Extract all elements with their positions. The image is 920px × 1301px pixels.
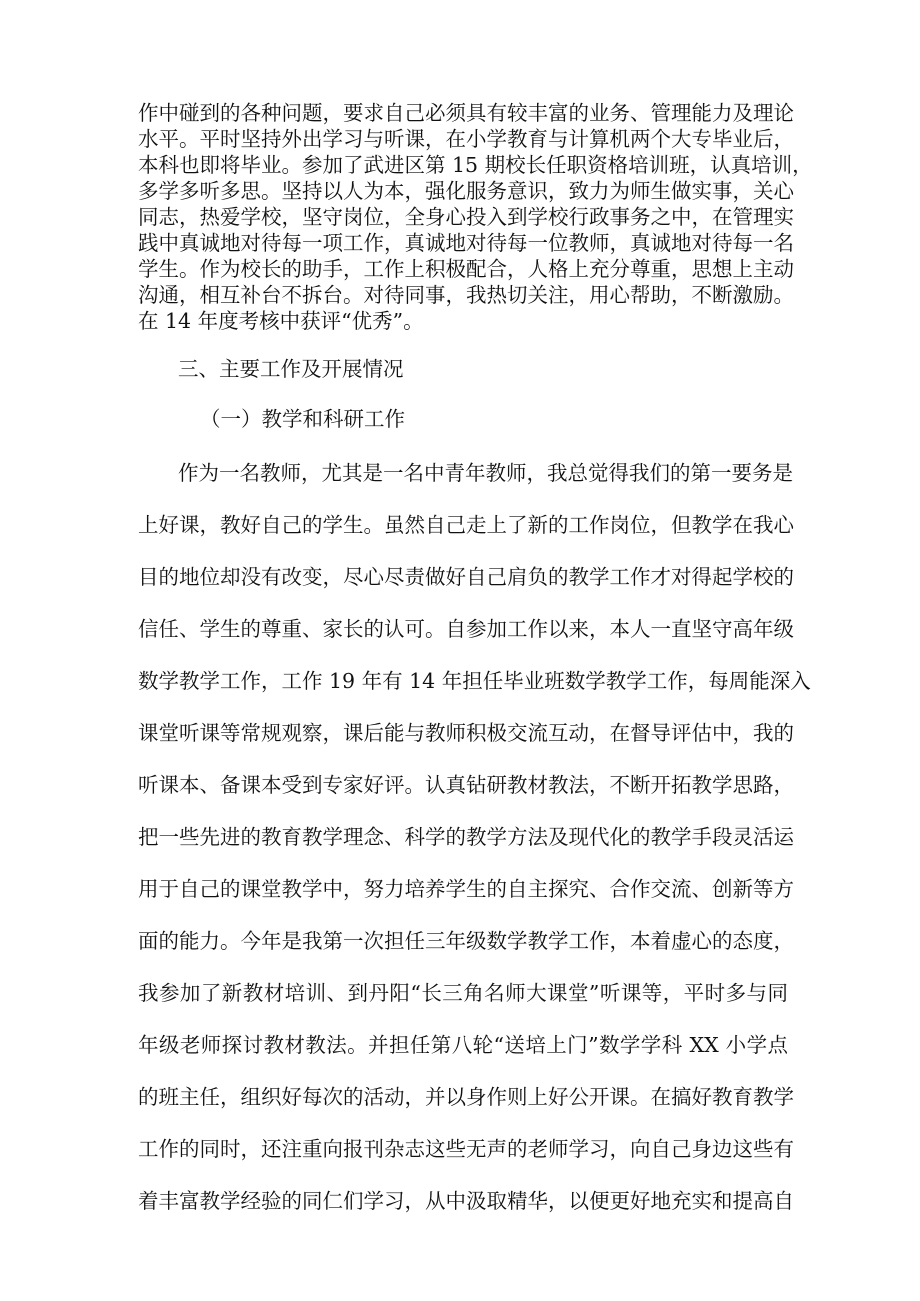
paragraph-line: 水平。平时坚持外出学习与听课，在小学教育与计算机两个大专毕业后，	[138, 127, 794, 151]
paragraph-line: 学生。作为校长的助手，工作上积极配合，人格上充分尊重，思想上主动	[138, 257, 794, 281]
paragraph-line: 目的地位却没有改变，尽心尽责做好自己肩负的教学工作才对得起学校的	[138, 565, 794, 589]
paragraph-line: 用于自己的课堂教学中，努力培养学生的自主探究、合作交流、创新等方	[138, 877, 794, 901]
paragraph-line: 在 14 年度考核中获评“优秀”。	[138, 309, 424, 333]
paragraph-line: 工作的同时，还注重向报刊杂志这些无声的老师学习，向自己身边这些有	[138, 1137, 794, 1161]
section-heading: 三、主要工作及开展情况	[178, 357, 404, 381]
paragraph-line: 作中碰到的各种问题，要求自己必须具有较丰富的业务、管理能力及理论	[138, 101, 794, 125]
paragraph-line: 着丰富教学经验的同仁们学习，从中汲取精华，以便更好地充实和提高自	[138, 1189, 794, 1213]
paragraph-line: 同志，热爱学校，坚守岗位，全身心投入到学校行政事务之中，在管理实	[138, 205, 794, 229]
paragraph-line: 作为一名教师，尤其是一名中青年教师，我总觉得我们的第一要务是	[178, 461, 793, 485]
paragraph-line: 数学教学工作，工作 19 年有 14 年担任毕业班数学教学工作，每周能深入	[138, 669, 811, 693]
paragraph-line: 本科也即将毕业。参加了武进区第 15 期校长任职资格培训班，认真培训，	[138, 153, 813, 177]
paragraph-line: 课堂听课等常规观察，课后能与教师积极交流互动，在督导评估中，我的	[138, 721, 794, 745]
paragraph-line: 多学多听多思。坚持以人为本，强化服务意识，致力为师生做实事，关心	[138, 179, 794, 203]
paragraph-line: 沟通，相互补台不拆台。对待同事，我热切关注，用心帮助，不断激励。	[138, 283, 794, 307]
paragraph-line: 听课本、备课本受到专家好评。认真钻研教材教法，不断开拓教学思路，	[138, 773, 794, 797]
paragraph-line: 上好课，教好自己的学生。虽然自己走上了新的工作岗位，但教学在我心	[138, 513, 794, 537]
paragraph-line: 践中真诚地对待每一项工作，真诚地对待每一位教师，真诚地对待每一名	[138, 231, 794, 255]
subsection-heading: （一）教学和科研工作	[200, 407, 405, 431]
paragraph-line: 把一些先进的教育教学理念、科学的教学方法及现代化的教学手段灵活运	[138, 825, 794, 849]
paragraph-line: 信任、学生的尊重、家长的认可。自参加工作以来，本人一直坚守高年级	[138, 617, 794, 641]
paragraph-line: 的班主任，组织好每次的活动，并以身作则上好公开课。在搞好教育教学	[138, 1085, 794, 1109]
paragraph-line: 面的能力。今年是我第一次担任三年级数学教学工作，本着虚心的态度，	[138, 929, 794, 953]
paragraph-line: 年级老师探讨教材教法。并担任第八轮“送培上门”数学学科 XX 小学点	[138, 1033, 788, 1057]
paragraph-line: 我参加了新教材培训、到丹阳“长三角名师大课堂”听课等，平时多与同	[138, 981, 788, 1005]
